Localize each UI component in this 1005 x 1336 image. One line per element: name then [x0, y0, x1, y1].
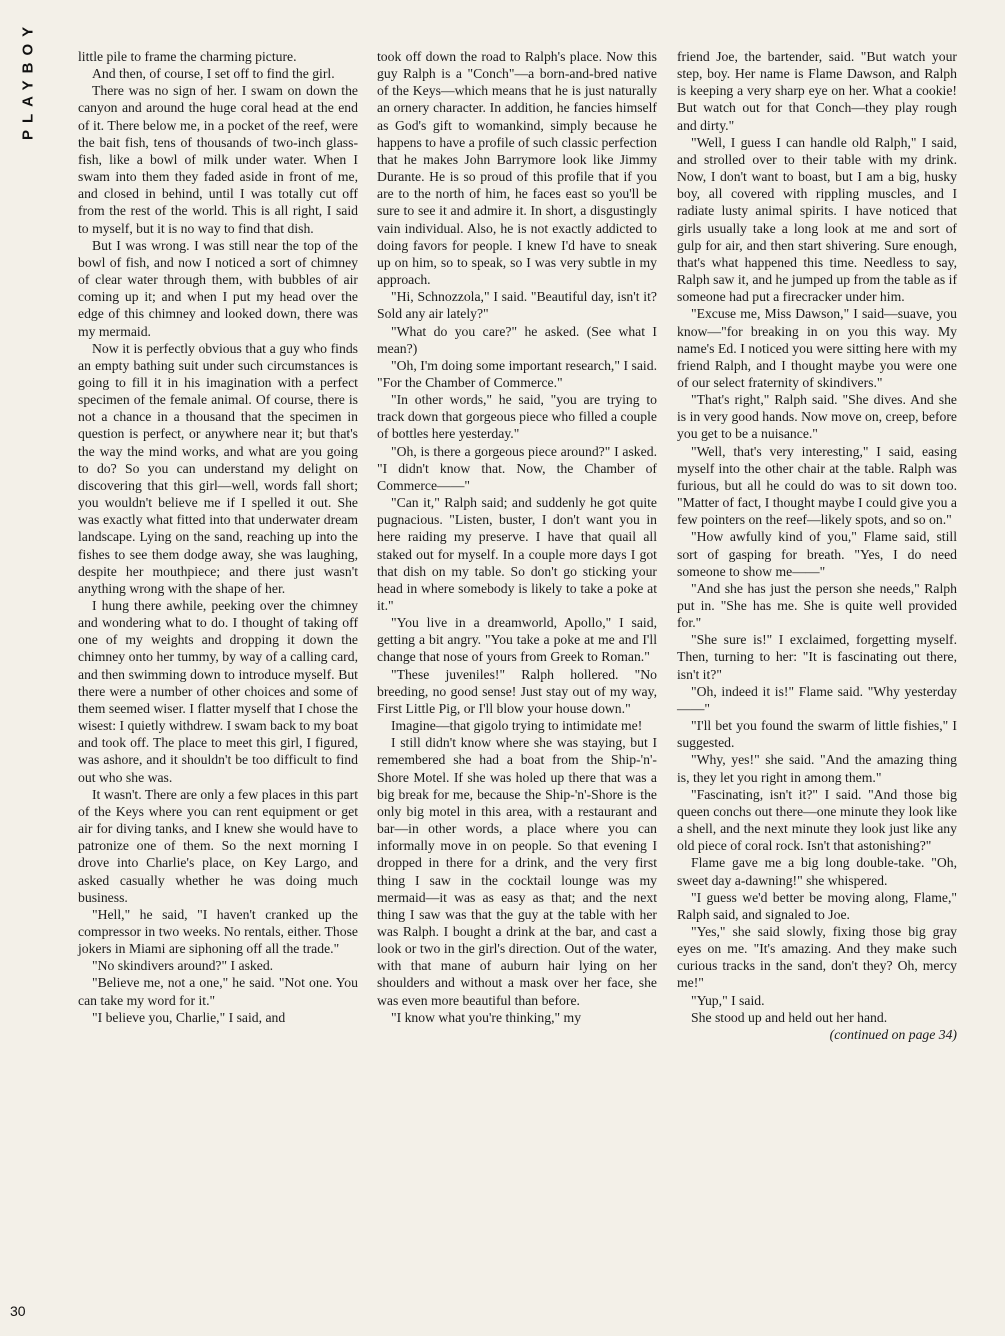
paragraph: "Can it," Ralph said; and suddenly he got quite pugnacious. "Listen, buster, I don't want you in here raiding my preserve. I have that quail all staked out for myself. In a couple more days I got that dish on my table. So don't go sticking your head in where somebody is likely to take a poke at it." — [377, 495, 657, 613]
page-number: 30 — [10, 1303, 26, 1319]
column-1 — [78, 48, 358, 1026]
paragraph: "Believe me, not a one," he said. "Not one. You can take my word for it." — [78, 975, 358, 1008]
paragraph: friend Joe, the bartender, said. "But watch your step, boy. Her name is Flame Dawson, and Ralph is keeping a very sharp eye on her. What a cookie! But watch out for that Conch—they play rough and dirty." — [677, 49, 957, 133]
paragraph: She stood up and held out her hand. — [691, 1009, 888, 1025]
paragraph: It wasn't. There are only a few places in this part of the Keys where you can rent equipment or get air for diving tanks, and I knew she would have to patronize one of them. So the next morning I drove into Charlie's place, on Key Largo, and asked casually whether he was doing much business. — [78, 786, 358, 905]
paragraph: "That's right," Ralph said. "She dives. And she is in very good hands. Now move on, creep, before you get to be a nuisance." — [677, 392, 957, 442]
paragraph: "And she has just the person she needs," Ralph put in. "She has me. She is quite well provided for." — [677, 580, 957, 631]
paragraph: "I'll bet you found the swarm of little fishies," I suggested. — [677, 718, 957, 751]
paragraph: And then, of course, I set off to find the girl. — [92, 66, 335, 82]
paragraph: "Hi, Schnozzola," I said. "Beautiful day, isn't it? Sold any air lately?" — [377, 289, 657, 322]
paragraph: There was no sign of her. I swam on down the canyon and around the huge coral head at the end of it. There below me, in a pocket of the reef, were the bait fish, tens of thousands of two-inch glass-fish, like a bowl of milk under water. When I swam into them they faded aside in front of me, and closed in behind, until I was totally cut off from the rest of the world. This is all right, I said to myself, but it is no way to find that dish. — [78, 83, 358, 236]
paragraph: took off down the road to Ralph's place. Now this guy Ralph is a "Conch"—a born-and-bred native of the Keys—which means that he is just naturally an ornery character. In addition, he fancies himself as God's gift to womankind, simply because he happens to have a profile of such classic perfection that he makes John Barrymore look like Jimmy Durante. He is so proud of this profile that if you are to the north of him, he faces east so you'll be sure to see it and admire it. In short, a disgustingly vain individual. Also, he is not exactly addicted to doing favors for people. I knew I'd have to sneak up on him, so to speak, so I was very subtle in my approach. — [377, 49, 657, 288]
column-3 — [677, 48, 957, 1043]
paragraph: little pile to frame the charming picture. — [78, 49, 297, 64]
paragraph: "No skindivers around?" I asked. — [92, 958, 274, 974]
paragraph: "Well, that's very interesting," I said, easing myself into the other chair at the table. Ralph was furious, but all he could do was to sit down too. "Matter of fact, I thought maybe I could give you a few pointers on the reef—likely spots, and so on." — [677, 443, 957, 528]
paragraph: "In other words," he said, "you are trying to track down that gorgeous piece who filled a couple of bottles here yesterday." — [377, 392, 657, 442]
paragraph: "Yup," I said. — [691, 992, 765, 1008]
paragraph: "You live in a dreamworld, Apollo," I said, getting a bit angry. "You take a poke at me and I'll change that nose of yours from Greek to Roman." — [377, 615, 657, 665]
running-head: PLAYBOY — [19, 19, 37, 141]
paragraph: "Excuse me, Miss Dawson," I said—suave, you know—"for breaking in on you this way. My name's Ed. I noticed you were sitting here with my friend Ralph, and I thought maybe you were one of our select fraternity of skindivers." — [677, 306, 957, 390]
paragraph: "What do you care?" he asked. (See what I mean?) — [377, 323, 657, 356]
paragraph: "Why, yes!" she said. "And the amazing thing is, they let you right in among them." — [677, 752, 957, 785]
paragraph: "Oh, I'm doing some important research," I said. "For the Chamber of Commerce." — [377, 357, 657, 390]
paragraph: I hung there awhile, peeking over the chimney and wondering what to do. I thought of taking off one of my weights and dropping it down the chimney onto her tummy, by way of a calling card, and then swimming down to introduce myself. But there were a number of other choices and some of them seemed wiser. I flatter myself that I chose the wisest: I quietly withdrew. I swam back to my boat and took off. The place to meet this girl, I figured, was ashore, and it shouldn't be too difficult to find out who she was. — [78, 598, 358, 785]
paragraph: "I believe you, Charlie," I said, and — [92, 1009, 286, 1025]
paragraph: "She sure is!" I exclaimed, forgetting myself. Then, turning to her: "It is fascinating out there, isn't it?" — [677, 632, 957, 682]
paragraph: "These juveniles!" Ralph hollered. "No breeding, no good sense! Just stay out of my way, First Little Pig, or I'll blow your house down." — [377, 666, 657, 716]
paragraph: "How awfully kind of you," Flame said, still sort of gasping for breath. "Yes, I do need someone to show me——" — [677, 529, 957, 579]
paragraph: Now it is perfectly obvious that a guy who finds an empty bathing suit under such circumstances is going to fill it in his imagination with a perfect specimen of the female animal. Of course, there is not a chance in a thousand that the specimen in question is perfect, or anywhere near it; but that's the way the mind works, and what are you going to do? So you can understand my delight on discovering that this girl—well, words fall short; you wouldn't believe me if I spelled it out. She was exactly what fitted into that underwater dream landscape. Lying on the sand, reaching up into the fishes to see them dodge away, she was laughing, despite her mouthpiece; and there just wasn't anything wrong with the shape of her. — [78, 340, 358, 596]
paragraph: "I guess we'd better be moving along, Flame," Ralph said, and signaled to Joe. — [677, 889, 957, 922]
paragraph: I still didn't know where she was staying, but I remembered she had a boat from the Ship-'n'-Shore Motel. If she was holed up there that was a big break for me, because the Ship-'n'-Shore is the only big motel in this area, with a restaurant and bar—in other words, a place where you can informally move in on people. So that evening I dropped in there for a drink, and the very first thing I saw in the cocktail lounge was my mermaid—it was as easy as that; and the next thing I saw was that the guy at the table with her was Ralph. I bought a drink at the bar, and cast a look or two in the girl's direction. Out of the water, with that mane of auburn hair lying on her shoulders and without a mask over her face, she was even more beautiful than before. — [377, 735, 657, 1008]
paragraph: "Fascinating, isn't it?" I said. "And those big queen conchs out there—one minute they look like a shell, and the next minute they look just like any old piece of coral rock. Isn't that astonishing?" — [677, 786, 957, 854]
paragraph: "I know what you're thinking," my — [391, 1009, 582, 1025]
paragraph: But I was wrong. I was still near the top of the bowl of fish, and now I noticed a sort of chimney of clear water through them, with bubbles of air coming up it; and when I put my head over the edge of this chimney and looked down, there was my mermaid. — [78, 237, 358, 339]
paragraph: "Oh, indeed it is!" Flame said. "Why yesterday——" — [677, 683, 957, 716]
paragraph: "Oh, is there a gorgeous piece around?" I asked. "I didn't know that. Now, the Chamber of Commerce——" — [377, 443, 657, 493]
continuation-note: (continued on page 34) — [829, 1026, 957, 1042]
paragraph: Imagine—that gigolo trying to intimidate me! — [391, 718, 643, 734]
paragraph: "Yes," she said slowly, fixing those big gray eyes on me. "It's amazing. And they make such curious tracks in the sand, don't they? Oh, mercy me!" — [677, 923, 957, 991]
paragraph: "Well, I guess I can handle old Ralph," I said, and strolled over to their table with my drink. Now, I don't want to boast, but I am a big, husky boy, all covered with rippling muscles, and I radiate lusty animal spirits. I have noticed that girls usually take a long look at me and sort of gulp for air, and then start shivering. Sure enough, that's what happened this time. Needless to say, Ralph saw it, and he jumped up from the table as if someone had put a firecracker under him. — [677, 134, 957, 305]
paragraph: Flame gave me a big long double-take. "Oh, sweet day a-dawning!" she whispered. — [677, 855, 957, 888]
column-2 — [377, 48, 657, 1026]
paragraph: "Hell," he said, "I haven't cranked up the compressor in two weeks. No rentals, either. Those jokers in Miami are siphoning off all the trade." — [78, 906, 358, 957]
